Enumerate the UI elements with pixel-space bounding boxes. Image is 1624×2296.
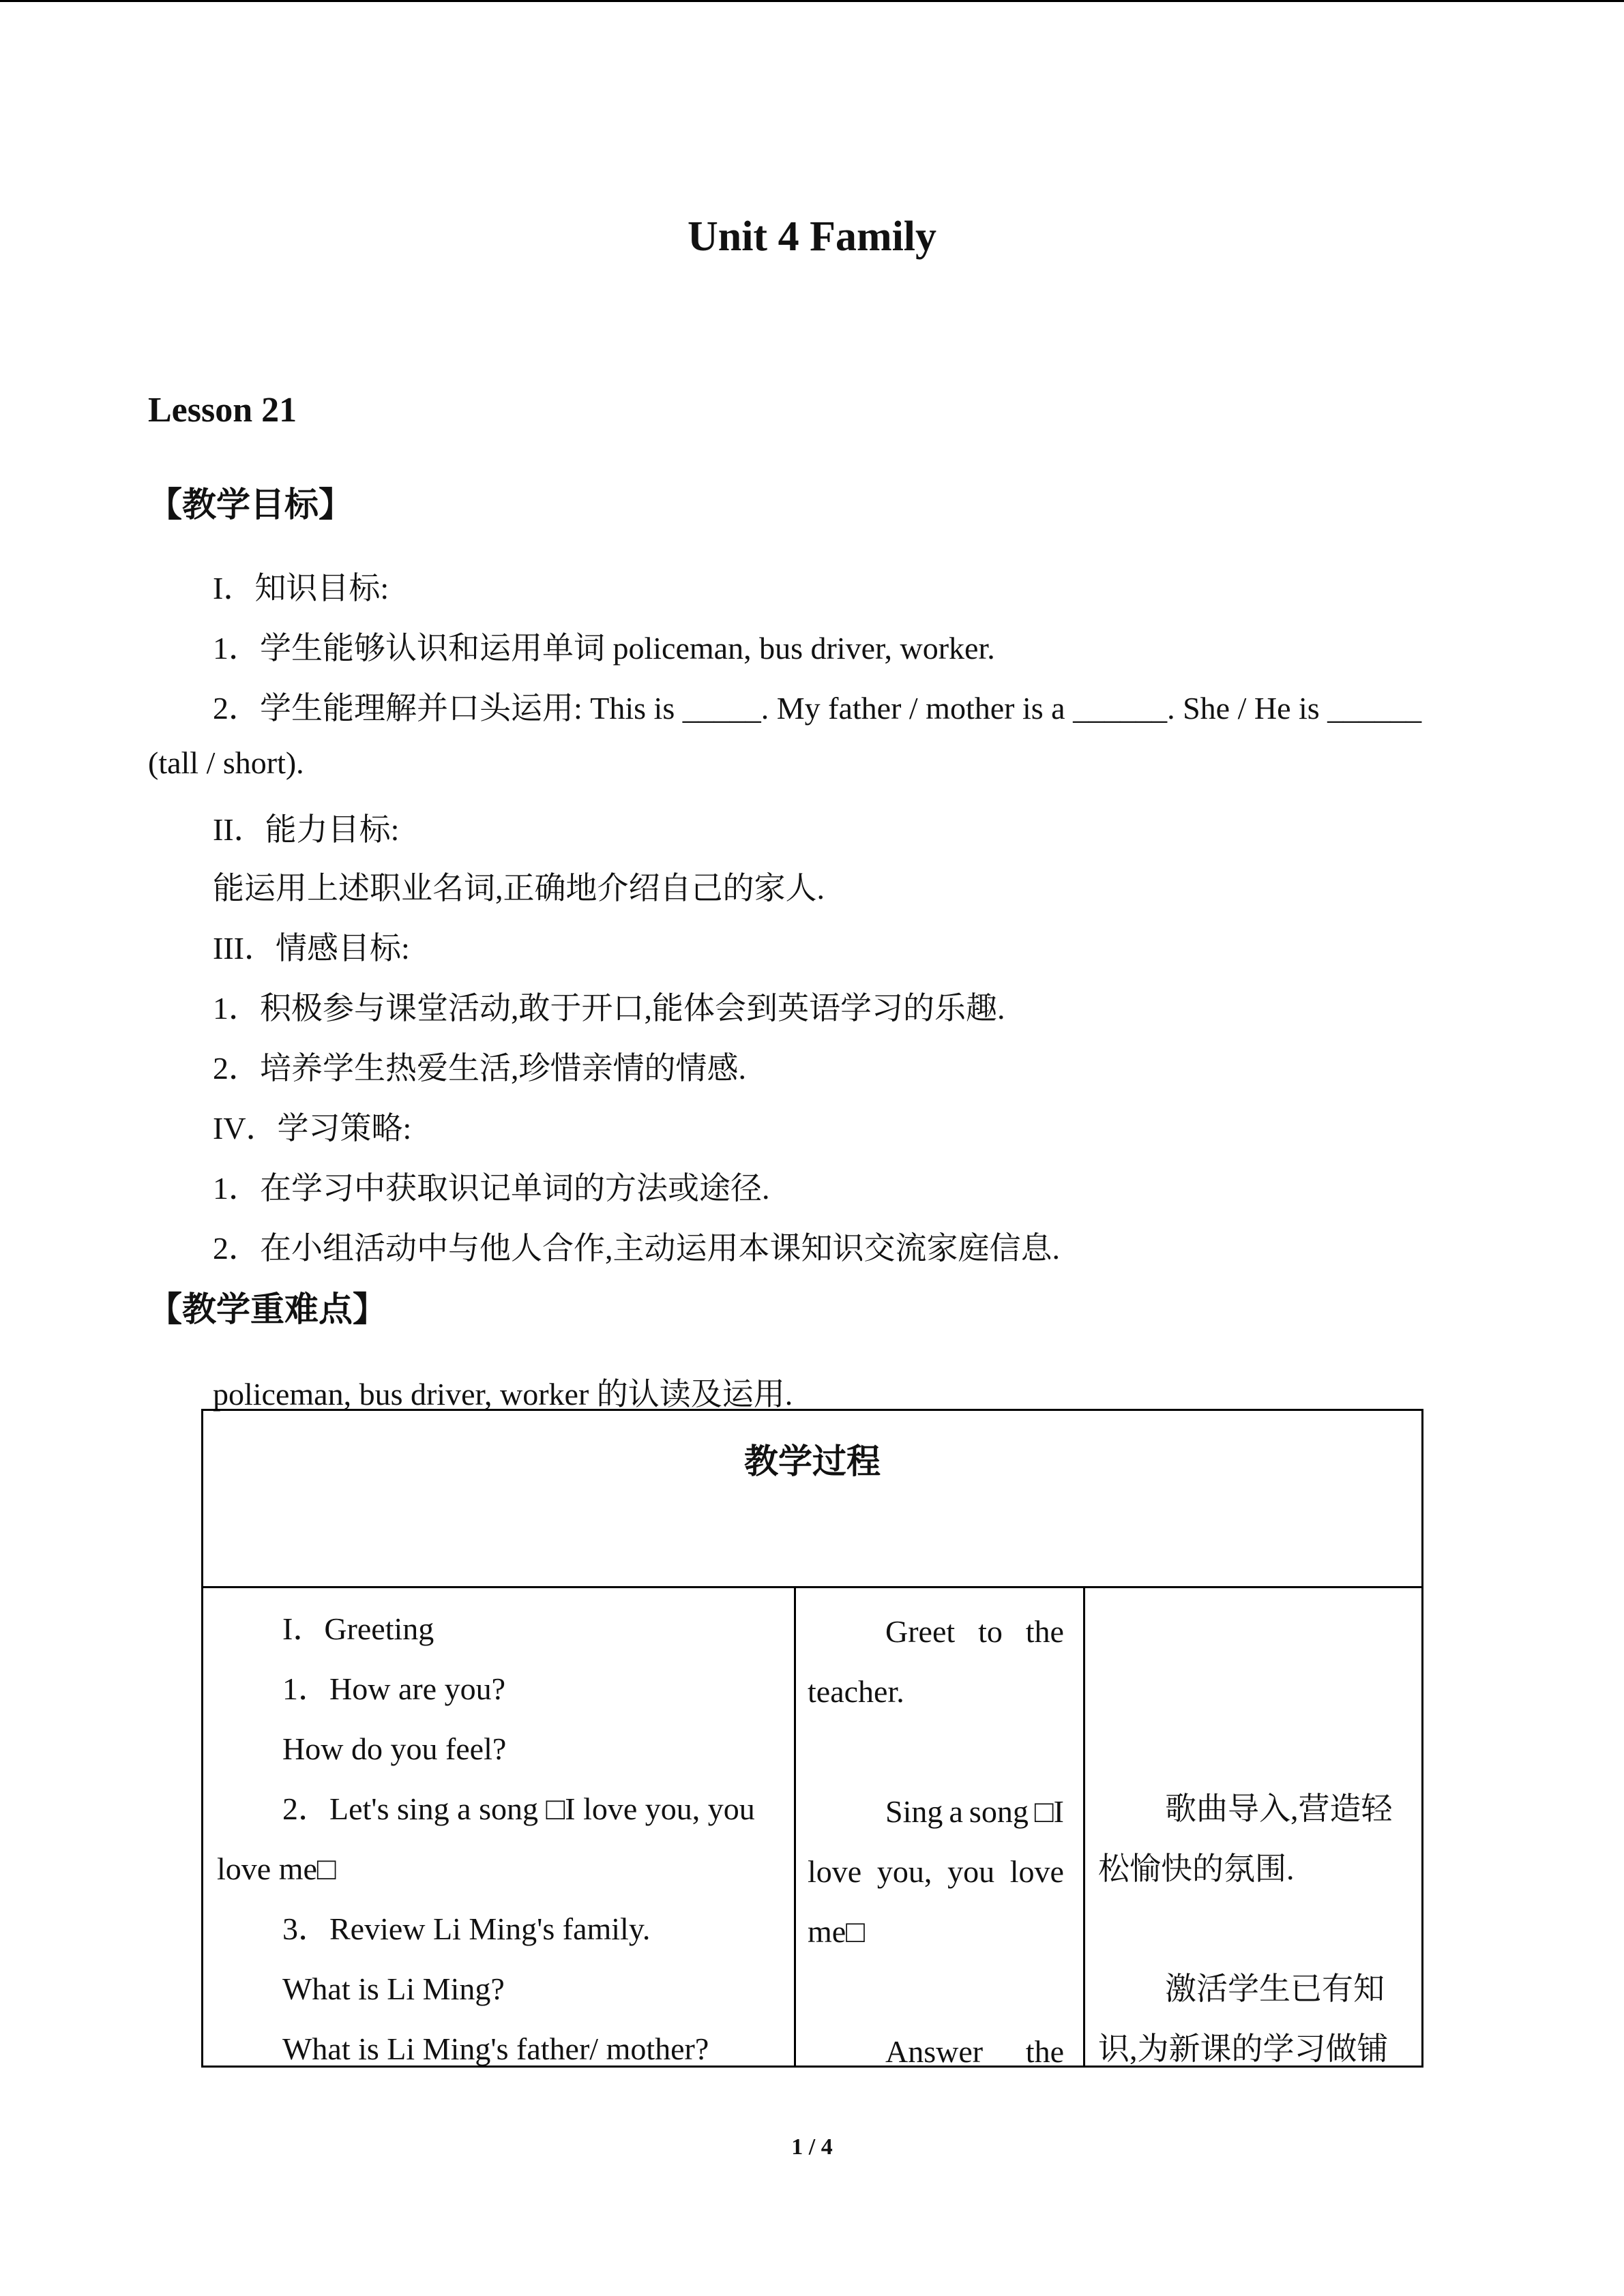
teacher-line-1: I．Greeting [282,1611,434,1646]
teacher-line-3: How do you feel? [282,1731,507,1766]
knowledge-item-1: 1．学生能够认识和运用单词 policeman, bus driver, worker. [213,631,995,666]
emotion-item-1: 1．积极参与课堂活动,敢于开口,能体会到英语学习的乐趣. [213,991,1005,1026]
strategy-heading: IV．学习策略: [213,1111,412,1146]
header-divider [203,1586,1421,1588]
student-line-5 [808,1842,1064,1902]
student-line-4-word-2: a [949,1794,963,1829]
student-line-1-word-2: to [978,1614,1003,1649]
teacher-line-2: 1．How are you? [282,1671,506,1706]
emotion-heading: III．情感目标: [213,931,410,966]
knowledge-heading: I．知识目标: [213,571,389,606]
student-line-1-word-1: Greet [885,1614,956,1649]
key-points-heading: 【教学重难点】 [148,1289,387,1329]
knowledge-item-2-continued: (tall / short). [148,745,304,780]
student-line-8-word-2: the [1025,2034,1064,2069]
purpose-line-3: 激活学生已有知 [1165,1971,1385,2006]
student-line-4-word-4: □I [1034,1794,1064,1829]
purpose-line-1: 歌曲导入,营造轻 [1165,1791,1393,1826]
student-line-2: teacher. [808,1674,904,1709]
strategy-item-2: 2．在小组活动中与他人合作,主动运用本课知识交流家庭信息. [213,1231,1060,1266]
ability-text: 能运用上述职业名词,正确地介绍自己的家人. [213,871,825,906]
student-line-5-word-3: you [947,1854,995,1889]
student-line-5-word-1: love [808,1854,862,1889]
student-line-8 [885,2022,1064,2082]
teacher-line-4: 2．Let's sing a song □I love you, you [282,1791,755,1826]
teacher-line-6: 3．Review Li Ming's family. [282,1911,651,1946]
student-line-5-word-2: you, [876,1854,932,1889]
teaching-process-table [201,1409,1423,2068]
lesson-heading: Lesson 21 [148,391,297,430]
teacher-line-5: love me□ [217,1851,336,1886]
knowledge-item-2: 2．学生能理解并口头运用: This is _____. My father / mother is a ______. She / He is ______ [213,691,1422,726]
student-line-1 [885,1602,1064,1662]
ability-heading: II．能力目标: [213,812,400,847]
student-line-5-word-4: love [1009,1854,1064,1889]
table-header: 教学过程 [744,1442,881,1481]
student-line-4-word-3: song [969,1794,1029,1829]
student-line-1-word-3: the [1025,1614,1064,1649]
page-number: 1 / 4 [791,2134,833,2160]
student-line-8-word-1: Answer [885,2034,984,2069]
purpose-line-2: 松愉快的氛围. [1098,1851,1295,1886]
page-title: Unit 4 Family [687,213,937,260]
teacher-line-7: What is Li Ming? [282,1971,505,2006]
purpose-line-4: 识,为新课的学习做铺 [1098,2031,1389,2066]
student-line-6: me□ [808,1914,865,1949]
teacher-line-8: What is Li Ming's father/ mother? [282,2031,709,2066]
strategy-item-1: 1．在学习中获取识记单词的方法或途径. [213,1171,770,1206]
column-divider-2 [1083,1586,1085,2066]
column-divider-1 [794,1586,796,2066]
objectives-heading: 【教学目标】 [148,485,353,524]
emotion-item-2: 2．培养学生热爱生活,珍惜亲情的情感. [213,1051,746,1086]
key-points-text: policeman, bus driver, worker 的认读及运用. [213,1377,793,1412]
top-border [0,0,1624,2]
student-line-4 [885,1782,1064,1842]
student-line-4-word-1: Sing [885,1794,943,1829]
